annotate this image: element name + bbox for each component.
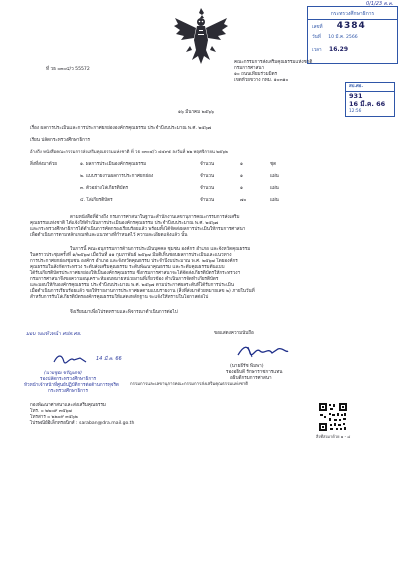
sender-position: รองอธิบดี รักษาราชการแทน: [226, 370, 283, 375]
attachment-qty: ๗๐: [240, 198, 247, 203]
email: ไปรษณีย์อิเล็กทรอนิกส์ : saraban@dra.mail.go.th: [30, 421, 135, 426]
body-line: และกระทรวงศึกษาธิการได้ดำเนินการคัดกรองเรียบร้อยแล้ว พร้อมทั้งได้จัดส่งผลการประเมินให้กรมการศาสนา: [30, 227, 246, 232]
sender-name: (นายธีรัช พิมพา): [230, 364, 264, 369]
handwritten-assignment: มอบ รองหัวหน้า ศปท.ศธ.: [26, 331, 82, 337]
attachment-item: [80, 174, 279, 180]
attachment-item: [80, 198, 279, 204]
attachment-qty-label: จำนวน: [200, 186, 215, 191]
sender-committee-position: กรรมการและเลขานุการคณะกรรมการส่งเสริมคุณธรรมแห่งชาติ: [130, 382, 249, 387]
body-line: ได้รับเกียรติบัตรประกาศยกย่องให้เป็นองค์กรคุณธรรม ซึ่งกรมการศาสนาจะได้จัดส่งเกียรติบัตรให้กระทรวงฯ: [30, 271, 241, 276]
receive-stamp-date-label: วันที่: [312, 35, 321, 40]
office-stamp: [345, 82, 395, 117]
body-line: ตามหนังสือที่อ้างถึง กรมการศาสนาในฐานะสำนักงานเลขานุการคณะกรรมการส่งเสริม: [70, 215, 240, 220]
attachment-item: [80, 186, 279, 192]
attachment-unit: แผ่น: [270, 186, 279, 191]
attachment-qty: ๑: [240, 186, 243, 191]
letter-date: ๑๖ มีนาคม ๒๕๖๖: [178, 110, 214, 115]
body-line: กรมการศาสนาจึงขอความอนุเคราะห์มอบหมายหน่วยงานที่เกี่ยวข้อง ดำเนินการจัดทำเกียรติบัตร: [30, 277, 219, 282]
fax: โทรสาร ๐ ๒๒๐๙ ๓๕๖๒: [30, 415, 78, 420]
official-position: หัวหน้าเจ้าหน้าที่ศูนย์ปฏิบัติการต่อต้านการทุจริต: [24, 383, 119, 388]
office-address: [234, 60, 312, 84]
sender-signature-icon: [234, 341, 290, 361]
telephone: โทร. ๐ ๒๒๐๙ ๓๕๖๗: [30, 409, 72, 414]
attachments-list: [80, 162, 279, 204]
body-paragraph-1: [30, 215, 245, 239]
office-line: กรมการศาสนา: [234, 66, 265, 71]
regards-line: ขอแสดงความนับถือ: [214, 331, 254, 336]
sender-block: [226, 364, 283, 382]
attachment-unit: แผ่น: [270, 198, 279, 203]
receive-stamp-time: 16.29: [329, 46, 348, 53]
attachment-qty-label: จำนวน: [200, 198, 215, 203]
office-stamp-time: 12:56: [349, 109, 362, 114]
body-line: เมื่อดำเนินการเรียบร้อยแล้ว ขอให้รายงานการประกาศผลตามแบบรายงาน (สิ่งที่ส่งมาด้วยหมายเลข ๒) ภายในวันที่: [30, 289, 255, 294]
attachment-item: [80, 162, 279, 168]
attachment-qty: ๑: [240, 162, 243, 167]
official-position: รองปลัดกระทรวงศึกษาธิการ: [40, 377, 97, 382]
official-signature-icon: [52, 352, 92, 368]
receive-stamp-date: 10 มี.ค. 2566: [328, 35, 358, 40]
office-stamp-date: 16 มี.ค. 66: [349, 100, 386, 108]
document-number: ที่ วธ ๐๓๐๔/ว 55572: [46, 67, 90, 72]
body-line: ในคราวประชุมครั้งที่ ๑/๒๕๖๗ เมื่อวันที่ ๑๑ กุมภาพันธ์ ๒๕๖๗ มีมติเห็นชอบผลการประเมินและแนวทาง: [30, 253, 232, 258]
attachment-name: ๓. ตัวอย่างโล่เกียรติบัตร: [80, 186, 129, 191]
office-line: ๑๐ ถนนเทียมร่วมมิตร: [234, 72, 278, 77]
garuda-emblem-icon: [172, 6, 230, 68]
attachment-unit: แผ่น: [270, 174, 279, 179]
receive-stamp-number-label: เลขที่: [312, 25, 323, 30]
attachment-qty-label: จำนวน: [200, 174, 215, 179]
qr-code-icon: [318, 402, 348, 432]
body-line: สำหรับการรับโล่เกียรติบัตรองค์กรคุณธรรมให้แสดงหลักฐาน จะแจ้งให้ทราบในโอกาสต่อไป: [30, 295, 209, 300]
receive-stamp-time-label: เวลา: [312, 48, 322, 53]
body-line: คุณธรรมในสังกัดกระทรวง ระดับส่งเสริมคุณธรรม ระดับพัฒนาคุณธรรม และระดับคุณธรรมต้นแบบ: [30, 265, 225, 270]
official-signature-date: 14 มี.ค. 66: [96, 356, 122, 362]
office-line: เขตห้วยขวาง กทม. ๑๐๓๑๐: [234, 78, 289, 83]
office-line: คณะกรรมการส่งเสริมคุณธรรมแห่งชาติ: [234, 60, 313, 65]
receive-stamp-time-row: [308, 44, 397, 56]
receive-stamp-header: กระทรวงศึกษาธิการ: [308, 7, 397, 20]
official-name: (นายชูฒ ชรัญเดช): [44, 371, 82, 376]
attachment-unit: ชุด: [270, 162, 277, 167]
body-paragraph-2: [30, 247, 255, 301]
attachment-qty-label: จำนวน: [200, 162, 215, 167]
qr-caption: สิ่งที่ส่งมาด้วย ๑ - ๔: [316, 434, 351, 439]
contact-footer: [30, 403, 134, 427]
sender-position: อธิบดีกรมการศาสนา: [230, 376, 272, 381]
recipient-line: เรียน ปลัดกระทรวงศึกษาธิการ: [30, 138, 91, 143]
body-line: คุณธรรมแห่งชาติ ได้แจ้งให้ดำเนินการประเมินองค์กรคุณธรรม ประจำปีงบประมาณ พ.ศ. ๒๕๖๗: [30, 221, 219, 226]
office-stamp-number: 931: [349, 92, 363, 100]
subject-line: เรื่อง ผลการประเมินและการประกาศยกย่ององค์กรคุณธรรม ประจำปีงบประมาณ พ.ศ. ๒๕๖๗: [30, 126, 212, 131]
division-name: กองพัฒนาศาสนาและส่งเสริมคุณธรรม: [30, 403, 106, 408]
attachment-qty: ๑: [240, 174, 243, 179]
top-handwritten-note: 0/1/23 ต.ค.: [366, 1, 394, 7]
body-line: และมอบให้กับองค์กรคุณธรรม ประจำปีงบประมาณ พ.ศ. ๒๕๖๗ ตามประกาศผลระดับที่ได้รับการประเมิน: [30, 283, 235, 288]
receive-stamp-number: 4384: [336, 21, 366, 31]
receive-stamp: [307, 6, 398, 64]
attachments-label: สิ่งที่ส่งมาด้วย: [30, 162, 57, 167]
official-position: กระทรวงศึกษาธิการ: [48, 389, 88, 394]
attachment-name: ๒. แบบรายงานผลการประกาศยกย่อง: [80, 174, 154, 179]
receive-stamp-number-row: [308, 20, 397, 32]
body-line: เพื่อดำเนินการตามหลักเกณฑ์และแนวทางที่กำหนดไว้ ความละเอียดแจ้งแล้ว นั้น: [30, 233, 188, 238]
body-line: การประกาศยกย่องชุมชน องค์กร อำเภอ และจังหวัดคุณธรรม ประจำปีงบประมาณ พ.ศ. ๒๕๖๗ โดยองค์กร: [30, 259, 238, 264]
attachment-name: ๔. โล่เกียรติบัตร: [80, 198, 113, 203]
closing-line: จึงเรียนมาเพื่อโปรดทราบและพิจารณาดำเนินการต่อไป: [70, 310, 178, 315]
body-line: ในการนี้ คณะอนุกรรมการด้านการประเมินบุคคล ชุมชน องค์กร อำเภอ และจังหวัดคุณธรรม: [70, 247, 251, 252]
reference-line: อ้างถึง หนังสือคณะกรรมการส่งเสริมคุณธรรมแห่งชาติ ที่ วธ ๐๓๐๔/ว ๔๔๙๕ ลงวันที่ ๒๒ พฤศจิกายน ๒๕๖๒: [30, 150, 228, 155]
receive-stamp-date-row: [308, 32, 397, 44]
office-stamp-title: สป.ศธ.: [346, 83, 394, 92]
official-block: [24, 371, 119, 395]
attachment-name: ๑. ผลการประเมินองค์กรคุณธรรม: [80, 162, 147, 167]
